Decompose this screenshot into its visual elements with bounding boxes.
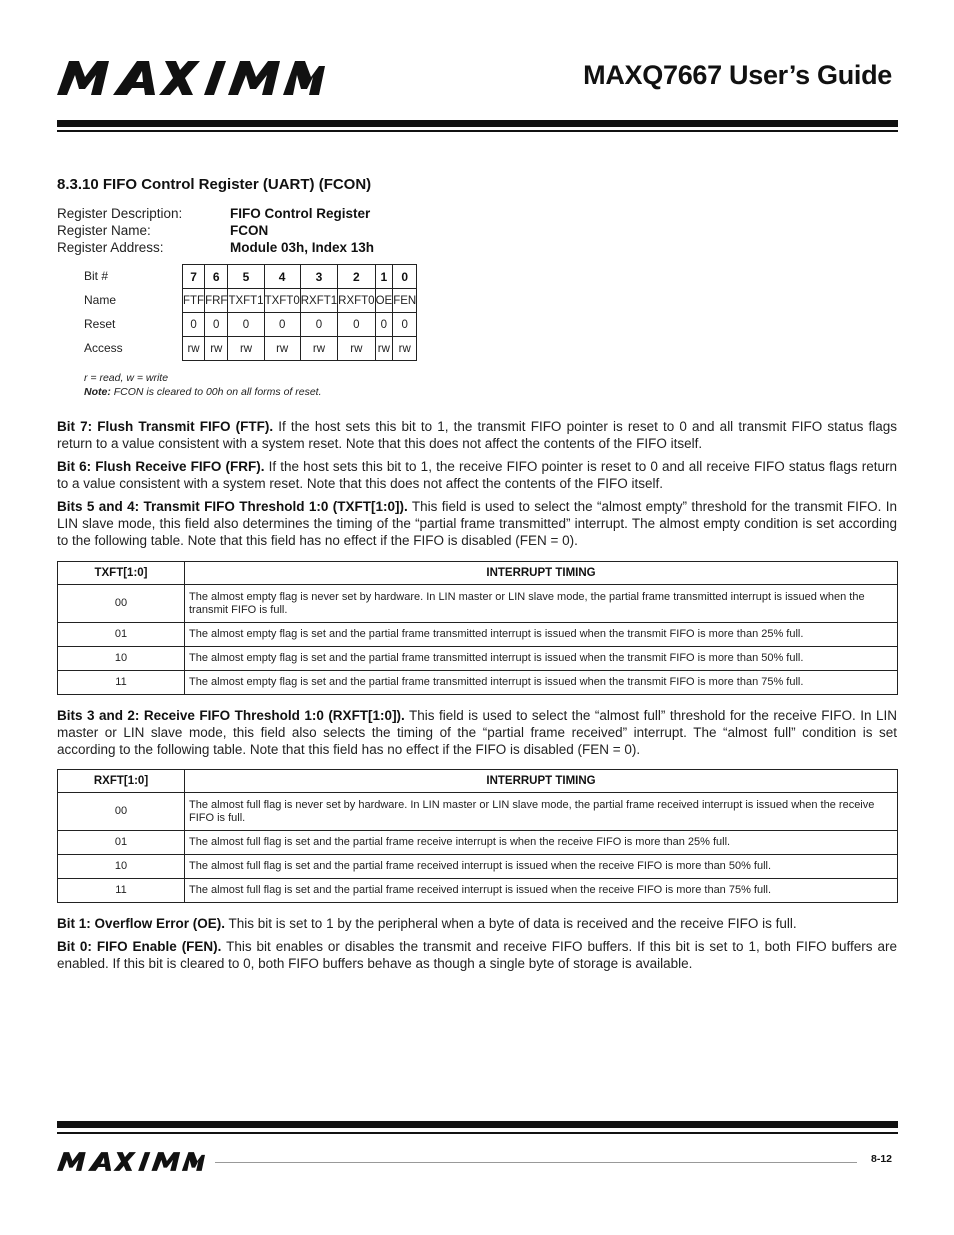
timing-description: The almost empty flag is never set by hardware. In LIN master or LIN slave mode, the partial frame transmitted interrupt is issued when the transmit FIFO is full. [185,585,898,623]
table-row [58,879,898,903]
bit-table [182,264,417,361]
bit-table-notes [84,371,322,399]
name-cell: FEN [393,289,417,313]
table-row [58,831,898,855]
reset-note [84,385,322,399]
bit7-body: If the host sets this bit to 1, the transmit FIFO pointer is reset to 0 and all transmit FIFO status flags return to a value consistent with a system reset. Note that this does not affect the contents of the FIFO itself. [57,419,897,451]
bits32-title: Bits 3 and 2: Receive FIFO Threshold 1:0 (RXFT[1:0]). [57,708,405,723]
note-text: FCON is cleared to 00h on all forms of reset. [110,386,322,398]
rxft-value: 11 [58,879,185,903]
register-name-value: FCON [230,223,269,238]
bit1-body: This bit is set to 1 by the peripheral when a byte of data is received and the receive FIFO is full. [225,916,797,931]
rxft-column-header: RXFT[1:0] [58,770,185,793]
table-header-row [58,562,898,585]
bit-cell: 4 [264,265,300,289]
bit-cell: 3 [300,265,337,289]
reset-cell: 0 [228,313,264,337]
reset-cell: 0 [375,313,393,337]
bit6-title: Bit 6: Flush Receive FIFO (FRF). [57,459,265,474]
bit-cell: 7 [183,265,205,289]
txft-value: 10 [58,647,185,671]
timing-description: The almost full flag is never set by hardware. In LIN master or LIN slave mode, the partial frame received interrupt is issued when the receive FIFO is full. [185,793,898,831]
rxft-value: 01 [58,831,185,855]
timing-description: The almost empty flag is set and the partial frame transmitted interrupt is issued when the transmit FIFO is more than 75% full. [185,671,898,695]
bit1-description [57,915,897,932]
reset-cell: 0 [264,313,300,337]
rxft-value: 10 [58,855,185,879]
row-label-access: Access [84,341,123,355]
name-cell: RXFT1 [300,289,337,313]
interrupt-timing-header: INTERRUPT TIMING [185,562,898,585]
bit7-title: Bit 7: Flush Transmit FIFO (FTF). [57,419,274,434]
bits32-description [57,707,897,758]
bit-cell: 1 [375,265,393,289]
bit0-title: Bit 0: FIFO Enable (FEN). [57,939,222,954]
timing-description: The almost empty flag is set and the partial frame transmitted interrupt is issued when the transmit FIFO is more than 25% full. [185,623,898,647]
table-row [58,855,898,879]
bit-cell: 0 [393,265,417,289]
register-info [57,205,374,256]
rxft-value: 00 [58,793,185,831]
access-cell: rw [338,337,375,361]
access-legend: r = read, w = write [84,372,169,384]
name-cell: FTF [183,289,205,313]
reset-cell: 0 [393,313,417,337]
section-title: 8.3.10 FIFO Control Register (UART) (FCON) [57,176,372,193]
bit-cell: 6 [205,265,228,289]
table-row [58,671,898,695]
access-cell: rw [393,337,417,361]
bit0-description [57,938,897,972]
register-description-value: FIFO Control Register [230,206,371,221]
bits54-title: Bits 5 and 4: Transmit FIFO Threshold 1:0 (TXFT[1:0]). [57,499,408,514]
bit6-description [57,458,897,492]
timing-description: The almost full flag is set and the partial frame received interrupt is issued when the receive FIFO is more than 50% full. [185,855,898,879]
footer-divider [215,1162,857,1163]
table-row [58,585,898,623]
table-row [58,623,898,647]
bit-cell: 2 [338,265,375,289]
access-cell: rw [375,337,393,361]
page-number: 8-12 [870,1153,892,1165]
txft-value: 11 [58,671,185,695]
header-rule-thin [57,130,898,132]
table-row [58,647,898,671]
bit-access-row [183,337,417,361]
bit6-body: If the host sets this bit to 1, the receive FIFO pointer is reset to 0 and all receive FIFO status flags return to a value consistent with a system reset. Note that this does not affect the contents of the FIFO itself. [57,459,897,491]
bit1-title: Bit 1: Overflow Error (OE). [57,916,226,931]
footer-rule-thick [57,1121,898,1128]
timing-description: The almost empty flag is set and the partial frame transmitted interrupt is issued when the transmit FIFO is more than 50% full. [185,647,898,671]
txft-column-header: TXFT[1:0] [58,562,185,585]
interrupt-timing-header: INTERRUPT TIMING [185,770,898,793]
access-cell: rw [228,337,264,361]
bit7-description [57,418,897,452]
bit0-body: This bit enables or disables the transmit and receive FIFO buffers. If this bit is set to 1, both FIFO buffers are enabled. If this bit is cleared to 0, both FIFO buffers behave as though a single byte of storage is available. [57,939,897,971]
name-cell: FRF [205,289,228,313]
name-cell: OE [375,289,393,313]
bit-reset-row [183,313,417,337]
maxim-logo-footer [57,1152,205,1171]
document-title: MAXQ7667 User’s Guide [583,60,892,90]
bit-row-labels [84,264,182,360]
access-cell: rw [205,337,228,361]
note-label: Note: [84,386,111,398]
access-cell: rw [264,337,300,361]
txft-timing-table [57,561,898,695]
bits54-description [57,498,897,549]
row-label-reset: Reset [84,317,116,331]
access-cell: rw [300,337,337,361]
row-label-bit: Bit # [84,269,109,283]
table-row [58,793,898,831]
header-rule-thick [57,120,898,127]
txft-value: 00 [58,585,185,623]
table-header-row [58,770,898,793]
register-address-value: Module 03h, Index 13h [230,240,375,255]
register-address-label: Register Address: [57,240,164,255]
row-label-name: Name [84,293,117,307]
name-cell: RXFT0 [338,289,375,313]
rxft-timing-table [57,769,898,903]
timing-description: The almost full flag is set and the partial frame received interrupt is issued when the receive FIFO is more than 75% full. [185,879,898,903]
bit-number-row [183,265,417,289]
bit-name-row [183,289,417,313]
bits54-body: This field is used to select the “almost empty” threshold for the transmit FIFO. In LIN slave mode, this field also determines the timing of the “partial frame transmitted” interrupt. The almost empty condition is set according to the following table. Note that this field has no effect if the FIFO is disabled (FEN = 0). [57,499,897,548]
txft-value: 01 [58,623,185,647]
register-description-label: Register Description: [57,206,183,221]
maxim-logo [57,61,325,95]
footer-rule-thin [57,1132,898,1134]
name-cell: TXFT0 [264,289,300,313]
bits32-body: This field is used to select the “almost full” threshold for the receive FIFO. In LIN master or LIN slave mode, this field also selects the timing of the “partial frame received” interrupt. The “almost full” condition is set according to the following table. Note that this field has no effect if the FIFO is disabled (FEN = 0). [57,708,898,757]
reset-cell: 0 [300,313,337,337]
reset-cell: 0 [338,313,375,337]
bit-cell: 5 [228,265,264,289]
reset-cell: 0 [205,313,228,337]
reset-cell: 0 [183,313,205,337]
register-name-label: Register Name: [57,223,151,238]
timing-description: The almost full flag is set and the partial frame receive interrupt is when the receive FIFO is more than 25% full. [185,831,898,855]
access-cell: rw [183,337,205,361]
name-cell: TXFT1 [228,289,264,313]
